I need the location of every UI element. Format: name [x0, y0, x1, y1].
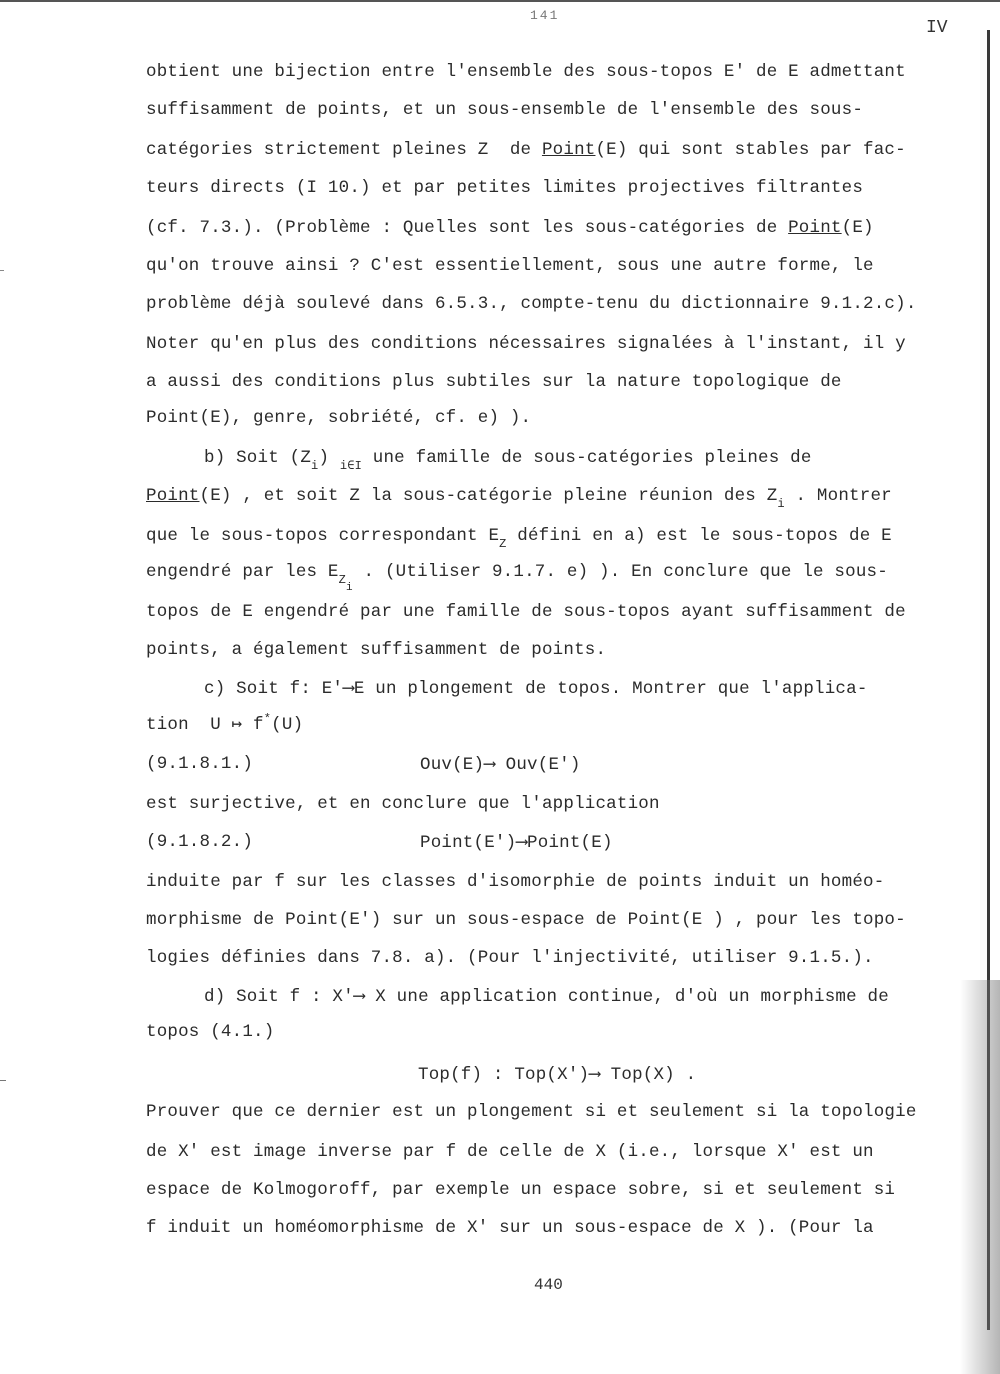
- text-line: Point(E), genre, sobriété, cf. e) ).: [146, 408, 532, 428]
- text-span: que le sous-topos correspondant E: [146, 526, 500, 546]
- top-page-number: 141: [530, 8, 560, 23]
- text-line: Prouver que ce dernier est un plongement si et seulement si la topologie: [146, 1102, 917, 1122]
- text-span: (E) , et soit Z la sous-catégorie pleine réunion des Z: [199, 486, 778, 506]
- text-line: [146, 562, 966, 594]
- scan-mark: [0, 1080, 6, 1081]
- text-span: . Montrer: [784, 486, 892, 506]
- text-line: morphisme de Point(E') sur un sous-espace de Point(E ) , pour les topo-: [146, 910, 906, 930]
- scan-mark: [0, 270, 4, 271]
- subscript: i: [777, 497, 785, 511]
- text-line: teurs directs (I 10.) et par petites limites projectives filtrantes: [146, 178, 864, 198]
- equation-label: (9.1.8.1.): [146, 754, 254, 774]
- subscript: i: [346, 582, 353, 594]
- text-span: catégories strictement pleines Z de: [146, 140, 542, 160]
- scan-shadow: [960, 980, 1000, 1374]
- underlined-term: Point: [146, 486, 200, 506]
- subscript: i: [311, 459, 319, 473]
- text-line: induite par f sur les classes d'isomorphie de points induit un homéo-: [146, 872, 885, 892]
- subscript: Z: [338, 573, 347, 587]
- text-line: points, a également suffisamment de points.: [146, 640, 607, 660]
- text-line: topos (4.1.): [146, 1022, 275, 1042]
- subscript: Z: [499, 537, 507, 551]
- equation: Ouv(E)⟶ Ouv(E'): [420, 755, 581, 775]
- text-span: (U): [271, 715, 304, 735]
- text-line: [204, 448, 1000, 473]
- text-span: b) Soit (Z: [204, 448, 312, 468]
- text-line: [146, 486, 966, 511]
- section-mark: IV: [926, 18, 948, 38]
- text-span: tion U ↦ f: [146, 715, 264, 735]
- text-line: est surjective, et en conclure que l'application: [146, 794, 660, 814]
- text-span: ): [318, 448, 330, 468]
- text-span: (cf. 7.3.). (Problème : Quelles sont les sous-catégories de: [146, 218, 789, 238]
- text-span: une famille de sous-catégories pleines de: [362, 448, 812, 468]
- underlined-term: Point: [541, 140, 596, 160]
- text-span: (E) qui sont stables par fac-: [595, 140, 906, 160]
- text-line: [146, 526, 966, 551]
- text-line: [146, 140, 966, 160]
- page-number: 440: [534, 1276, 563, 1294]
- text-line: c) Soit f: E'⟶E un plongement de topos. Montrer que l'applica-: [204, 679, 868, 699]
- text-line: problème déjà soulevé dans 6.5.3., compte-tenu du dictionnaire 9.1.2.c).: [146, 294, 917, 314]
- text-line: obtient une bijection entre l'ensemble des sous-topos E' de E admettant: [146, 62, 906, 82]
- equation: Top(f) : Top(X')⟶ Top(X) .: [418, 1065, 697, 1085]
- text-line: espace de Kolmogoroff, par exemple un espace sobre, si et seulement si: [146, 1180, 896, 1200]
- text-line: [146, 218, 966, 238]
- text-line: [146, 714, 966, 735]
- text-span: . (Utiliser 9.1.7. e) ). En conclure que le sous-: [352, 562, 888, 582]
- text-span: défini en a) est le sous-topos de E: [506, 526, 892, 546]
- equation-label: (9.1.8.2.): [146, 832, 254, 852]
- text-span: (E): [841, 218, 874, 238]
- text-line: topos de E engendré par une famille de sous-topos ayant suffisamment de: [146, 602, 906, 622]
- text-line: f induit un homéomorphisme de X' sur un sous-espace de X ). (Pour la: [146, 1218, 874, 1238]
- text-span: engendré par les E: [146, 562, 339, 582]
- subscript: i∈I: [339, 459, 363, 473]
- text-line: de X' est image inverse par f de celle de X (i.e., lorsque X' est un: [146, 1142, 874, 1162]
- text-line: Noter qu'en plus des conditions nécessaires signalées à l'instant, il y: [146, 334, 906, 354]
- underlined-term: Point: [788, 218, 842, 238]
- text-line: logies définies dans 7.8. a). (Pour l'injectivité, utiliser 9.1.5.).: [146, 948, 874, 968]
- top-border: [0, 0, 1000, 2]
- superscript: *: [263, 712, 272, 726]
- text-line: d) Soit f : X'⟶ X une application continue, d'où un morphisme de: [204, 987, 889, 1007]
- equation: Point(E')⟶Point(E): [420, 833, 613, 853]
- text-line: suffisamment de points, et un sous-ensemble de l'ensemble des sous-: [146, 100, 864, 120]
- text-line: a aussi des conditions plus subtiles sur la nature topologique de: [146, 372, 842, 392]
- text-line: qu'on trouve ainsi ? C'est essentiellement, sous une autre forme, le: [146, 256, 874, 276]
